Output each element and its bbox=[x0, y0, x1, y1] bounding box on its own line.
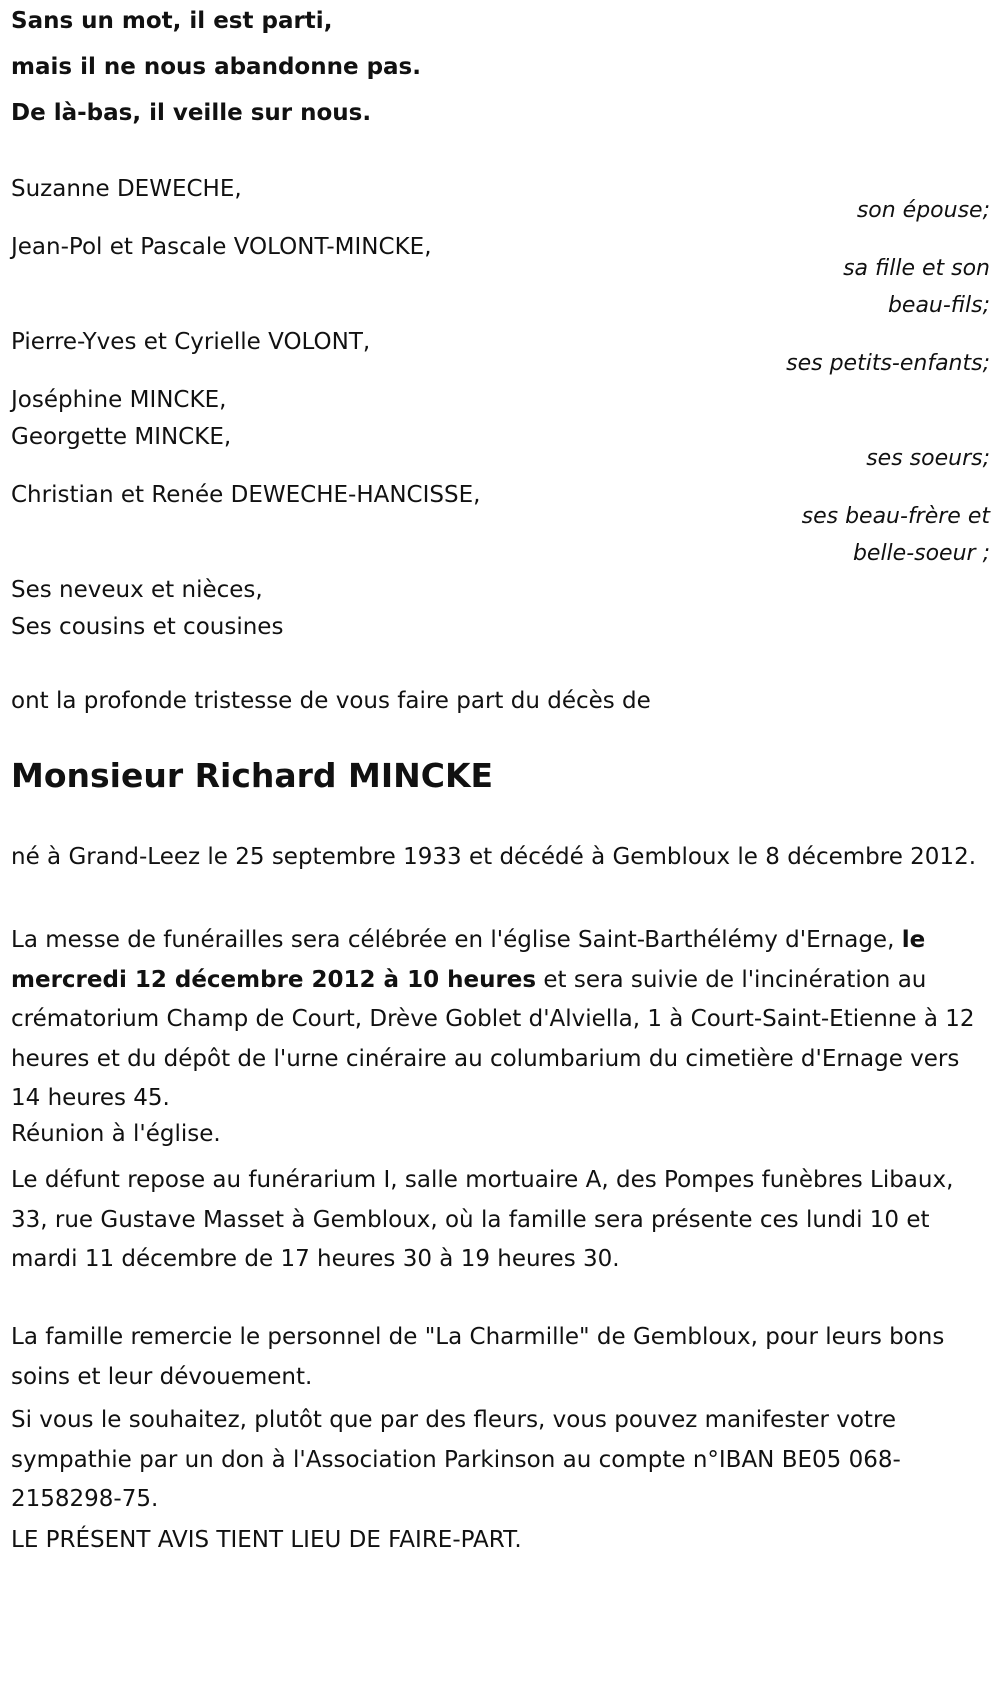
announcement-text: ont la profonde tristesse de vous faire part du décès de bbox=[11, 688, 651, 714]
poem-line-3: De là-bas, il veille sur nous. bbox=[11, 100, 372, 126]
inlaws-name: Christian et Renée DEWECHE-HANCISSE, bbox=[11, 482, 481, 508]
spouse-relation: son épouse; bbox=[856, 198, 990, 223]
inlaws-relation-line-1: ses beau-frère et bbox=[801, 504, 990, 529]
cousins: Ses cousins et cousines bbox=[11, 614, 284, 640]
spouse-name: Suzanne DEWECHE, bbox=[11, 176, 242, 202]
thanks-paragraph: La famille remercie le personnel de "La Charmille" de Gembloux, pour leurs bons soins et leur dévouement. bbox=[11, 1324, 945, 1390]
daughter-relation-line-1: sa fille et son bbox=[843, 256, 990, 281]
grandchildren-name: Pierre-Yves et Cyrielle VOLONT, bbox=[11, 329, 371, 355]
mass-text-before: La messe de funérailles sera célébrée en l'église Saint-Barthélémy d'Ernage, bbox=[11, 927, 902, 953]
poem-line-2: mais il ne nous abandonne pas. bbox=[11, 54, 421, 80]
mass-text-after: et sera suivie de l'incinération au crématorium Champ de Court, Drève Goblet d'Alviella, 1 à Court-Saint-Etienne à 12 heures et du dépôt de l'urne cinéraire au columbarium du cimetière d'Ernage vers 14 heures 45. bbox=[11, 966, 975, 1111]
reunion-paragraph: Réunion à l'église. bbox=[11, 1121, 221, 1147]
deceased-name: Monsieur Richard MINCKE bbox=[11, 756, 494, 795]
daughter-name: Jean-Pol et Pascale VOLONT-MINCKE, bbox=[11, 234, 432, 260]
sister-2-name: Georgette MINCKE, bbox=[11, 424, 232, 450]
sisters-relation: ses soeurs; bbox=[866, 446, 990, 471]
birth-death-paragraph: né à Grand-Leez le 25 septembre 1933 et décédé à Gembloux le 8 décembre 2012. bbox=[11, 844, 977, 870]
grandchildren-relation: ses petits-enfants; bbox=[786, 351, 990, 376]
donation-paragraph: Si vous le souhaitez, plutôt que par des fleurs, vous pouvez manifester votre sympathie par un don à l'Association Parkinson au compte n°IBAN BE05 068-2158298-75. bbox=[11, 1407, 901, 1512]
closing-notice: LE PRÉSENT AVIS TIENT LIEU DE FAIRE-PART. bbox=[11, 1527, 522, 1553]
inlaws-relation-line-2: belle-soeur ; bbox=[852, 541, 990, 566]
nephews-nieces: Ses neveux et nièces, bbox=[11, 577, 263, 603]
mass-date-bold: le mercredi 12 décembre 2012 à 10 heures bbox=[11, 927, 926, 993]
funeral-mass-paragraph bbox=[11, 921, 986, 1119]
sister-1-name: Joséphine MINCKE, bbox=[11, 387, 227, 413]
daughter-relation-line-2: beau-fils; bbox=[887, 293, 990, 318]
poem-line-1: Sans un mot, il est parti, bbox=[11, 8, 333, 34]
repose-paragraph: Le défunt repose au funérarium I, salle mortuaire A, des Pompes funèbres Libaux, 33, rue Gustave Masset à Gembloux, où la famille sera présente ces lundi 10 et mardi 11 décembre de 17 heures 30 à 19 heures 30. bbox=[11, 1167, 954, 1272]
